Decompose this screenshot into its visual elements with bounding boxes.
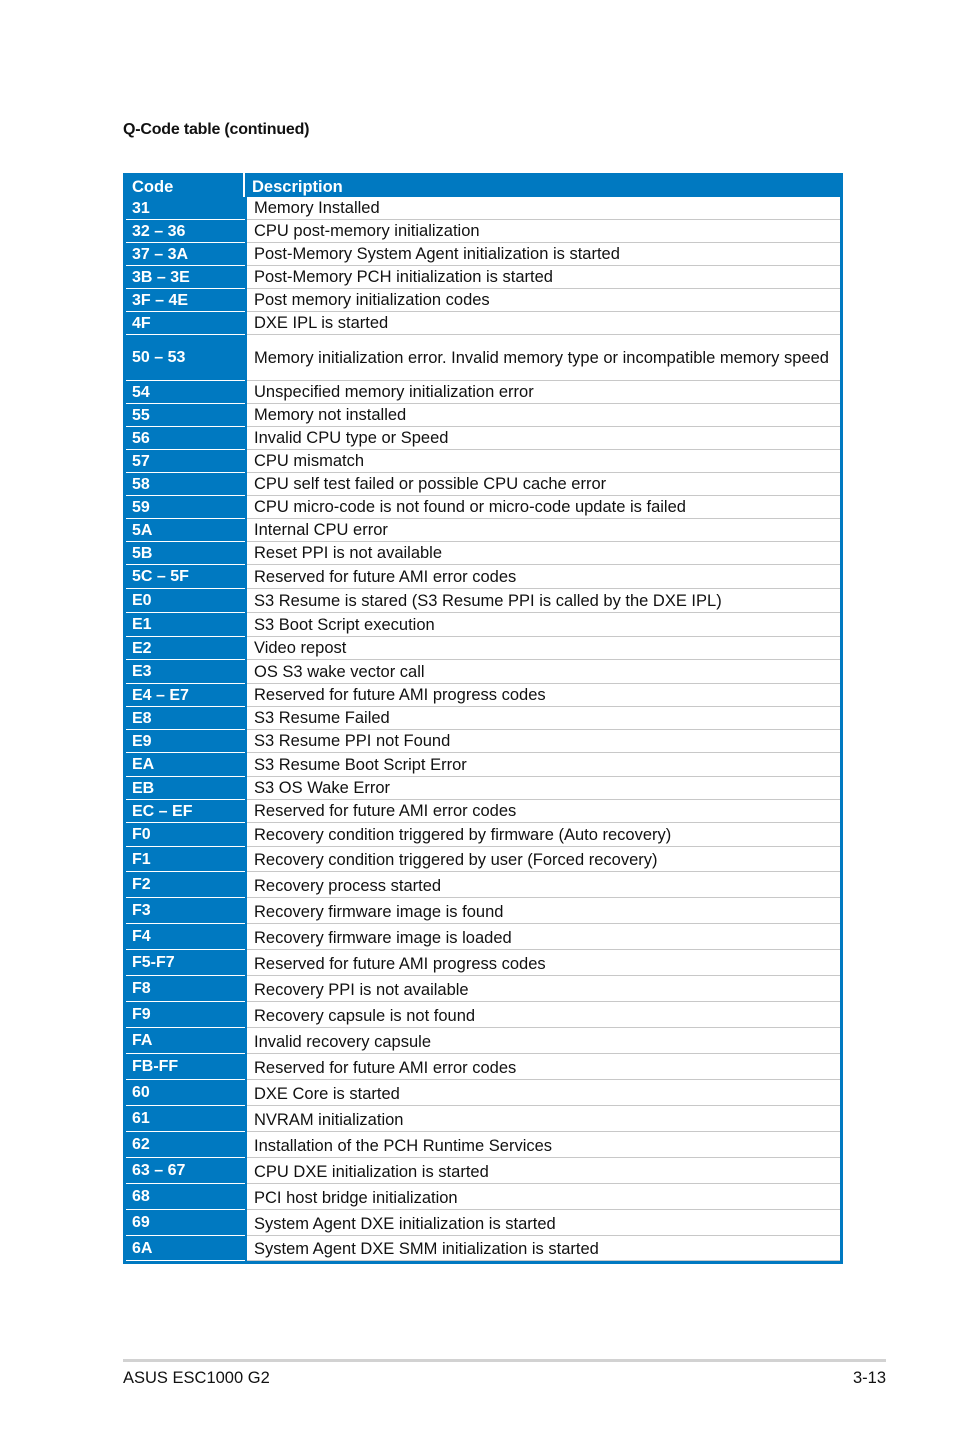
table-header — [126, 173, 840, 197]
table-body — [126, 197, 840, 1261]
table-row — [126, 1184, 840, 1210]
row-code: 57 — [126, 450, 245, 473]
row-code: 50 – 53 — [126, 335, 245, 381]
row-description: Recovery process started — [247, 872, 840, 898]
footer-divider — [123, 1359, 886, 1362]
table-row — [126, 1158, 840, 1184]
row-description: Installation of the PCH Runtime Services — [247, 1132, 840, 1158]
row-description: CPU DXE initialization is started — [247, 1158, 840, 1184]
row-code: 56 — [126, 427, 245, 450]
table-row — [126, 289, 840, 312]
table-row — [126, 1236, 840, 1261]
row-description: DXE Core is started — [247, 1080, 840, 1106]
row-description: Recovery firmware image is loaded — [247, 924, 840, 950]
row-description: Post-Memory PCH initialization is started — [247, 266, 840, 289]
table-row — [126, 1210, 840, 1236]
table-row — [126, 1054, 840, 1080]
row-code: 6A — [126, 1236, 245, 1261]
row-code: 3B – 3E — [126, 266, 245, 289]
row-code: E4 – E7 — [126, 684, 245, 707]
row-code: 32 – 36 — [126, 220, 245, 243]
row-description: Reserved for future AMI error codes — [247, 1054, 840, 1080]
qcode-table — [123, 173, 843, 1264]
table-row — [126, 197, 840, 220]
row-code: 69 — [126, 1210, 245, 1236]
row-code: 54 — [126, 381, 245, 404]
row-code: 58 — [126, 473, 245, 496]
section-title: Q-Code table (continued) — [123, 121, 310, 138]
row-code: 59 — [126, 496, 245, 519]
row-code: 5C – 5F — [126, 565, 245, 589]
row-code: F1 — [126, 847, 245, 872]
table-row — [126, 1028, 840, 1054]
row-code: 4F — [126, 312, 245, 335]
row-description: Unspecified memory initialization error — [247, 381, 840, 404]
table-row — [126, 660, 840, 684]
row-description: S3 Resume Boot Script Error — [247, 753, 840, 777]
table-row — [126, 312, 840, 335]
table-row — [126, 613, 840, 637]
row-description: Reserved for future AMI progress codes — [247, 684, 840, 707]
table-row — [126, 519, 840, 542]
row-code: E0 — [126, 589, 245, 613]
row-description: Post memory initialization codes — [247, 289, 840, 312]
row-description: Invalid CPU type or Speed — [247, 427, 840, 450]
row-code: 31 — [126, 197, 245, 220]
table-row — [126, 266, 840, 289]
table-row — [126, 637, 840, 660]
row-description: Reserved for future AMI error codes — [247, 800, 840, 823]
row-code: F4 — [126, 924, 245, 950]
row-code: 5A — [126, 519, 245, 542]
table-row — [126, 1002, 840, 1028]
row-code: E9 — [126, 730, 245, 753]
row-description: PCI host bridge initialization — [247, 1184, 840, 1210]
table-row — [126, 450, 840, 473]
row-code: 5B — [126, 542, 245, 565]
table-row — [126, 976, 840, 1002]
row-description: Memory Installed — [247, 197, 840, 220]
row-description: System Agent DXE initialization is started — [247, 1210, 840, 1236]
row-code: FB-FF — [126, 1054, 245, 1080]
row-code: F3 — [126, 898, 245, 924]
table-row — [126, 404, 840, 427]
row-code: 61 — [126, 1106, 245, 1132]
table-row — [126, 777, 840, 800]
row-description: CPU micro-code is not found or micro-code update is failed — [247, 496, 840, 519]
row-code: F5-F7 — [126, 950, 245, 976]
row-code: F8 — [126, 976, 245, 1002]
row-description: DXE IPL is started — [247, 312, 840, 335]
row-code: E2 — [126, 637, 245, 660]
row-description: Internal CPU error — [247, 519, 840, 542]
table-row — [126, 1106, 840, 1132]
table-row — [126, 1132, 840, 1158]
row-description: CPU self test failed or possible CPU cache error — [247, 473, 840, 496]
row-description: Recovery condition triggered by user (Forced recovery) — [247, 847, 840, 872]
table-row — [126, 872, 840, 898]
table-row — [126, 847, 840, 872]
row-description: Recovery condition triggered by firmware (Auto recovery) — [247, 823, 840, 847]
table-row — [126, 1080, 840, 1106]
row-description: S3 Resume Failed — [247, 707, 840, 730]
row-code: 62 — [126, 1132, 245, 1158]
table-row — [126, 335, 840, 381]
row-description: S3 Boot Script execution — [247, 613, 840, 637]
row-description: CPU mismatch — [247, 450, 840, 473]
table-row — [126, 950, 840, 976]
row-code: E1 — [126, 613, 245, 637]
row-description: Video repost — [247, 637, 840, 660]
row-description: S3 OS Wake Error — [247, 777, 840, 800]
header-description: Description — [252, 178, 343, 196]
table-row — [126, 924, 840, 950]
row-code: F9 — [126, 1002, 245, 1028]
table-row — [126, 730, 840, 753]
row-description: Reserved for future AMI error codes — [247, 565, 840, 589]
row-description: OS S3 wake vector call — [247, 660, 840, 684]
row-code: 3F – 4E — [126, 289, 245, 312]
table-row — [126, 707, 840, 730]
row-code: 68 — [126, 1184, 245, 1210]
row-description: NVRAM initialization — [247, 1106, 840, 1132]
row-description: Recovery PPI is not available — [247, 976, 840, 1002]
table-row — [126, 427, 840, 450]
row-code: 55 — [126, 404, 245, 427]
table-row — [126, 823, 840, 847]
row-description: System Agent DXE SMM initialization is started — [247, 1236, 840, 1261]
table-row — [126, 589, 840, 613]
table-row — [126, 542, 840, 565]
row-description: Reserved for future AMI progress codes — [247, 950, 840, 976]
footer-page-number: 3-13 — [852, 1369, 886, 1387]
row-description: CPU post-memory initialization — [247, 220, 840, 243]
table-row — [126, 800, 840, 823]
row-code: FA — [126, 1028, 245, 1054]
table-row — [126, 220, 840, 243]
row-code: EA — [126, 753, 245, 777]
table-row — [126, 753, 840, 777]
header-code: Code — [126, 173, 245, 197]
row-code: 37 – 3A — [126, 243, 245, 266]
row-code: E8 — [126, 707, 245, 730]
row-code: EC – EF — [126, 800, 245, 823]
row-description: Recovery firmware image is found — [247, 898, 840, 924]
row-code: E3 — [126, 660, 245, 684]
row-description: Recovery capsule is not found — [247, 1002, 840, 1028]
table-row — [126, 684, 840, 707]
row-description: Invalid recovery capsule — [247, 1028, 840, 1054]
row-description: S3 Resume is stared (S3 Resume PPI is called by the DXE IPL) — [247, 589, 840, 613]
table-row — [126, 898, 840, 924]
row-description: Memory initialization error. Invalid memory type or incompatible memory speed — [247, 335, 840, 381]
row-description: Post-Memory System Agent initialization is started — [247, 243, 840, 266]
row-code: 60 — [126, 1080, 245, 1106]
table-row — [126, 473, 840, 496]
row-description: S3 Resume PPI not Found — [247, 730, 840, 753]
table-row — [126, 381, 840, 404]
table-row — [126, 496, 840, 519]
footer-product-name: ASUS ESC1000 G2 — [123, 1369, 270, 1387]
row-code: EB — [126, 777, 245, 800]
table-row — [126, 565, 840, 589]
table-row — [126, 243, 840, 266]
row-description: Memory not installed — [247, 404, 840, 427]
row-code: F0 — [126, 823, 245, 847]
row-description: Reset PPI is not available — [247, 542, 840, 565]
row-code: F2 — [126, 872, 245, 898]
row-code: 63 – 67 — [126, 1158, 245, 1184]
